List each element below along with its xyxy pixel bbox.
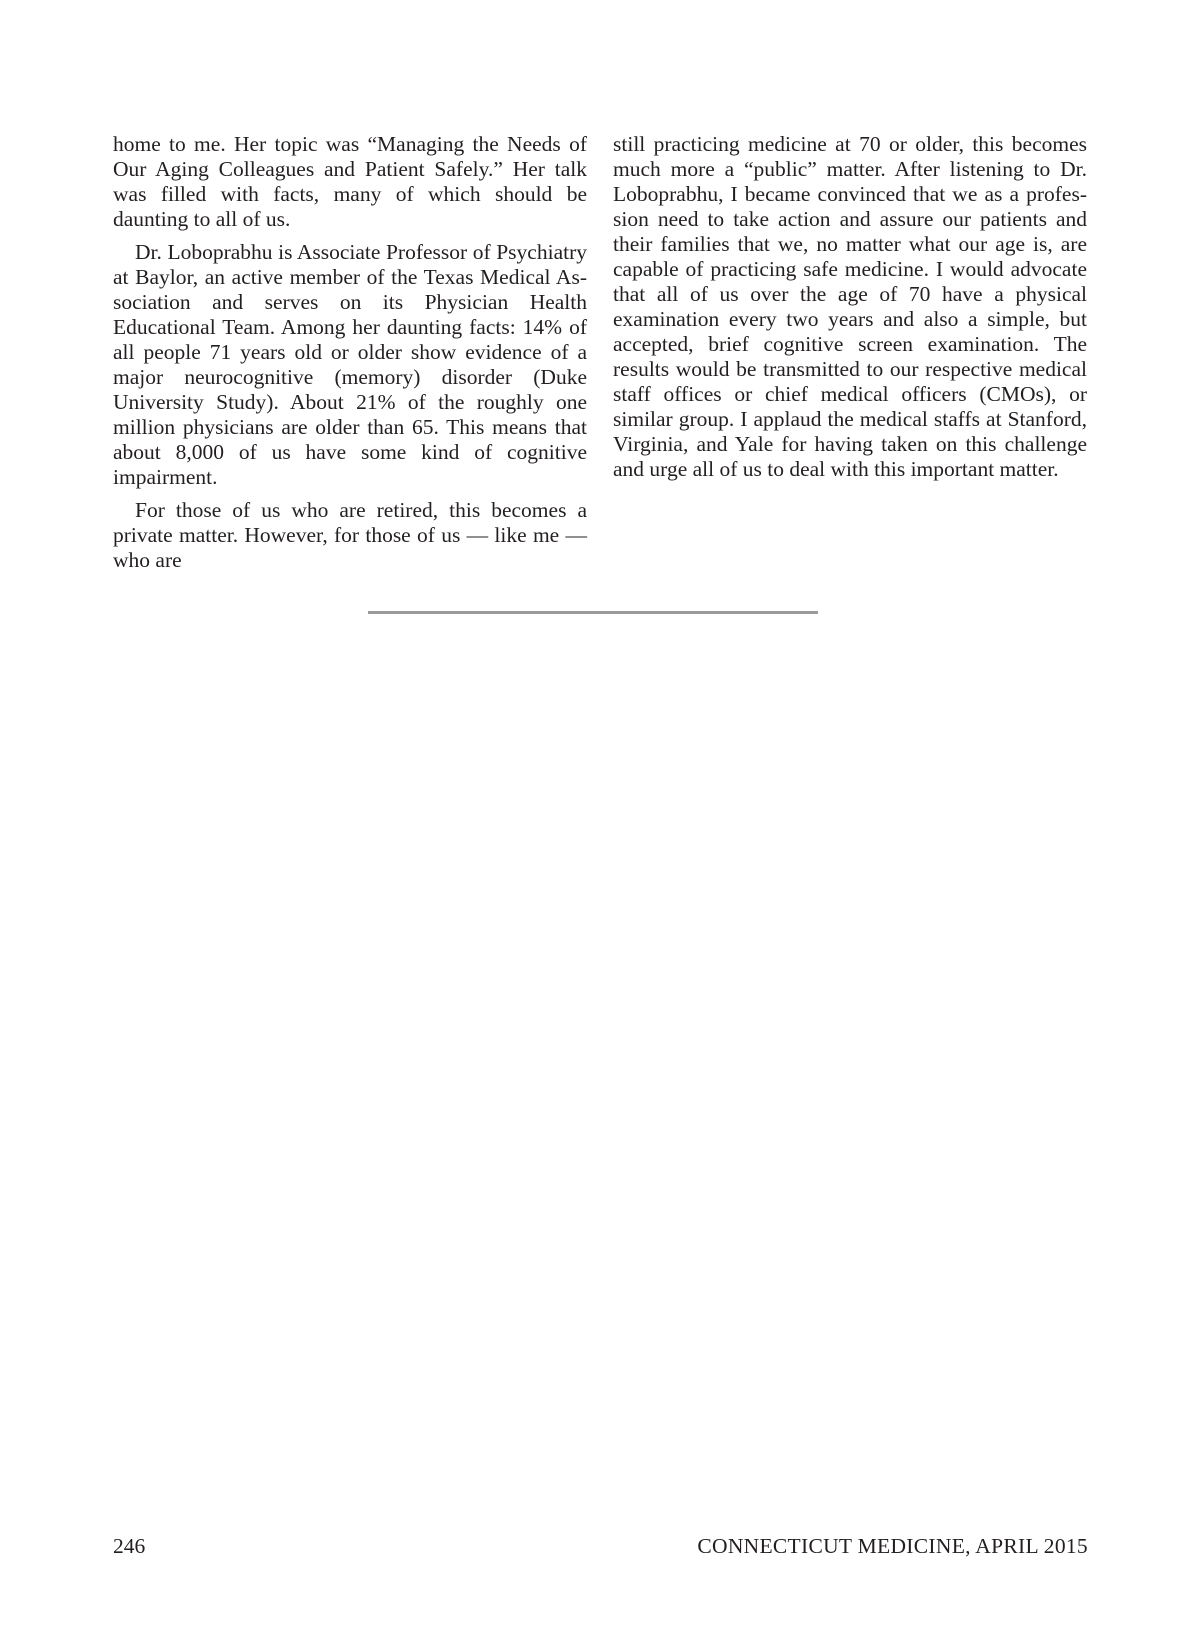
paragraph-2: Dr. Loboprabhu is Associate Professor of Psychiatry at Baylor, an active member of the Texas Medical Association and serves on its Physician Health Educational Team. Among her daunting facts: 14% of all people 71 years old or older show evidence of a major neurocognitive (memory) disorder (Duke University Study). About 21% of the roughly one million physicians are older than 65. This means that about 8,000 of us have some kind of cognitive impairment.	[113, 240, 587, 489]
journal-footer: CONNECTICUT MEDICINE, APRIL 2015	[697, 1534, 1088, 1558]
paragraph-3: For those of us who are retired, this becomes a private matter. However, for those of us — like me — who are	[113, 498, 587, 572]
page-number: 246	[113, 1534, 146, 1558]
section-divider	[368, 611, 818, 614]
paragraph-1: home to me. Her topic was “Managing the Needs of Our Aging Colleagues and Patient Safely.” Her talk was filled with facts, many of which should be daunting to all of us.	[113, 132, 587, 231]
paragraph-4: still practicing medicine at 70 or older, this becomes much more a “public” matter. After listening to Dr. Loboprabhu, I became convinced that we as a profession need to take action and assure our patients and their families that we, no matter what our age is, are capable of practicing safe medicine. I would advocate that all of us over the age of 70 have a physical examination every two years and also a simple, but accepted, brief cognitive screen examination. The results would be transmitted to our respective medical staff offices or chief medical officers (CMOs), or similar group. I applaud the medical staffs at Stanford, Virginia, and Yale for having taken on this challenge and urge all of us to deal with this important matter.	[613, 132, 1087, 481]
right-column	[613, 132, 1087, 490]
left-column	[113, 132, 587, 581]
